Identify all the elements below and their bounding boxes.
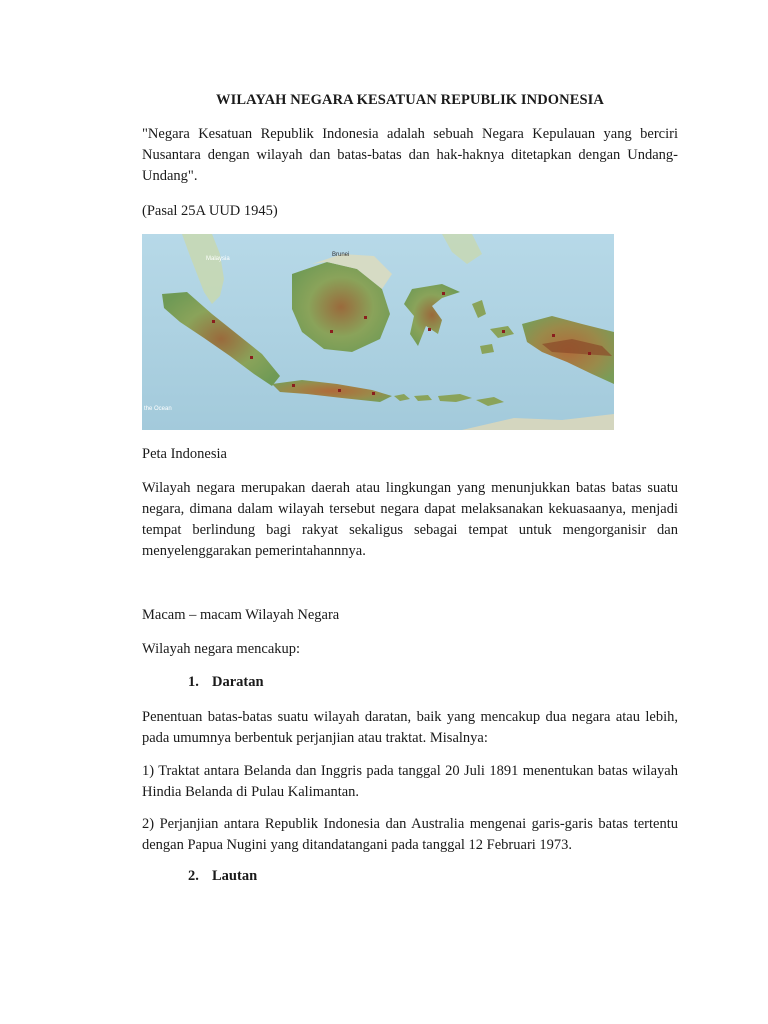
map-caption: Peta Indonesia <box>142 446 227 462</box>
list-item-label: Daratan <box>212 674 264 690</box>
source-citation: (Pasal 25A UUD 1945) <box>142 203 278 219</box>
list-item-number: 2. <box>188 868 199 884</box>
includes-text: Wilayah negara mencakup: <box>142 641 301 657</box>
daratan-paragraph: Penentuan batas-batas suatu wilayah daratan, baik yang mencakup dua negara atau lebih, pada umumnya berbentuk perjanjian atau traktat. Misalnya: <box>142 709 678 746</box>
list-item-number: 1. <box>188 674 199 690</box>
map-label-brunei: Brunei <box>332 252 350 258</box>
definition-paragraph: Wilayah negara merupakan daerah atau lingkungan yang menunjukkan batas batas suatu negara, dimana dalam wilayah tersebut negara dapat melaksanakan kekuasaanya, menjadi tempat berlindung bagi rakyat sekaligus sebagai tempat untuk mengorganisir dan menyelenggarakan pemerintahannnya. <box>142 480 678 559</box>
list-item-daratan <box>188 674 264 691</box>
section-title: Macam – macam Wilayah Negara <box>142 607 340 623</box>
map-label-ocean: the Ocean <box>144 406 172 412</box>
map-label-malaysia: Malaysia <box>206 256 230 262</box>
indonesia-map <box>142 234 614 430</box>
intro-quote: "Negara Kesatuan Republik Indonesia adalah sebuah Negara Kepulauan yang berciri Nusantara dengan wilayah dan batas-batas dan hak-haknya ditetapkan dengan Undang-Undang". <box>142 126 678 184</box>
list-item-lautan <box>188 868 257 885</box>
example-1: 1) Traktat antara Belanda dan Inggris pada tanggal 20 Juli 1891 menentukan batas wilayah Hindia Belanda di Pulau Kalimantan. <box>142 763 678 800</box>
list-item-label: Lautan <box>212 868 258 884</box>
example-2: 2) Perjanjian antara Republik Indonesia dan Australia mengenai garis-garis batas tertentu dengan Papua Nugini yang ditandatangani pada tanggal 12 Februari 1973. <box>142 816 678 853</box>
document-title: WILAYAH NEGARA KESATUAN REPUBLIK INDONESIA <box>216 92 604 108</box>
